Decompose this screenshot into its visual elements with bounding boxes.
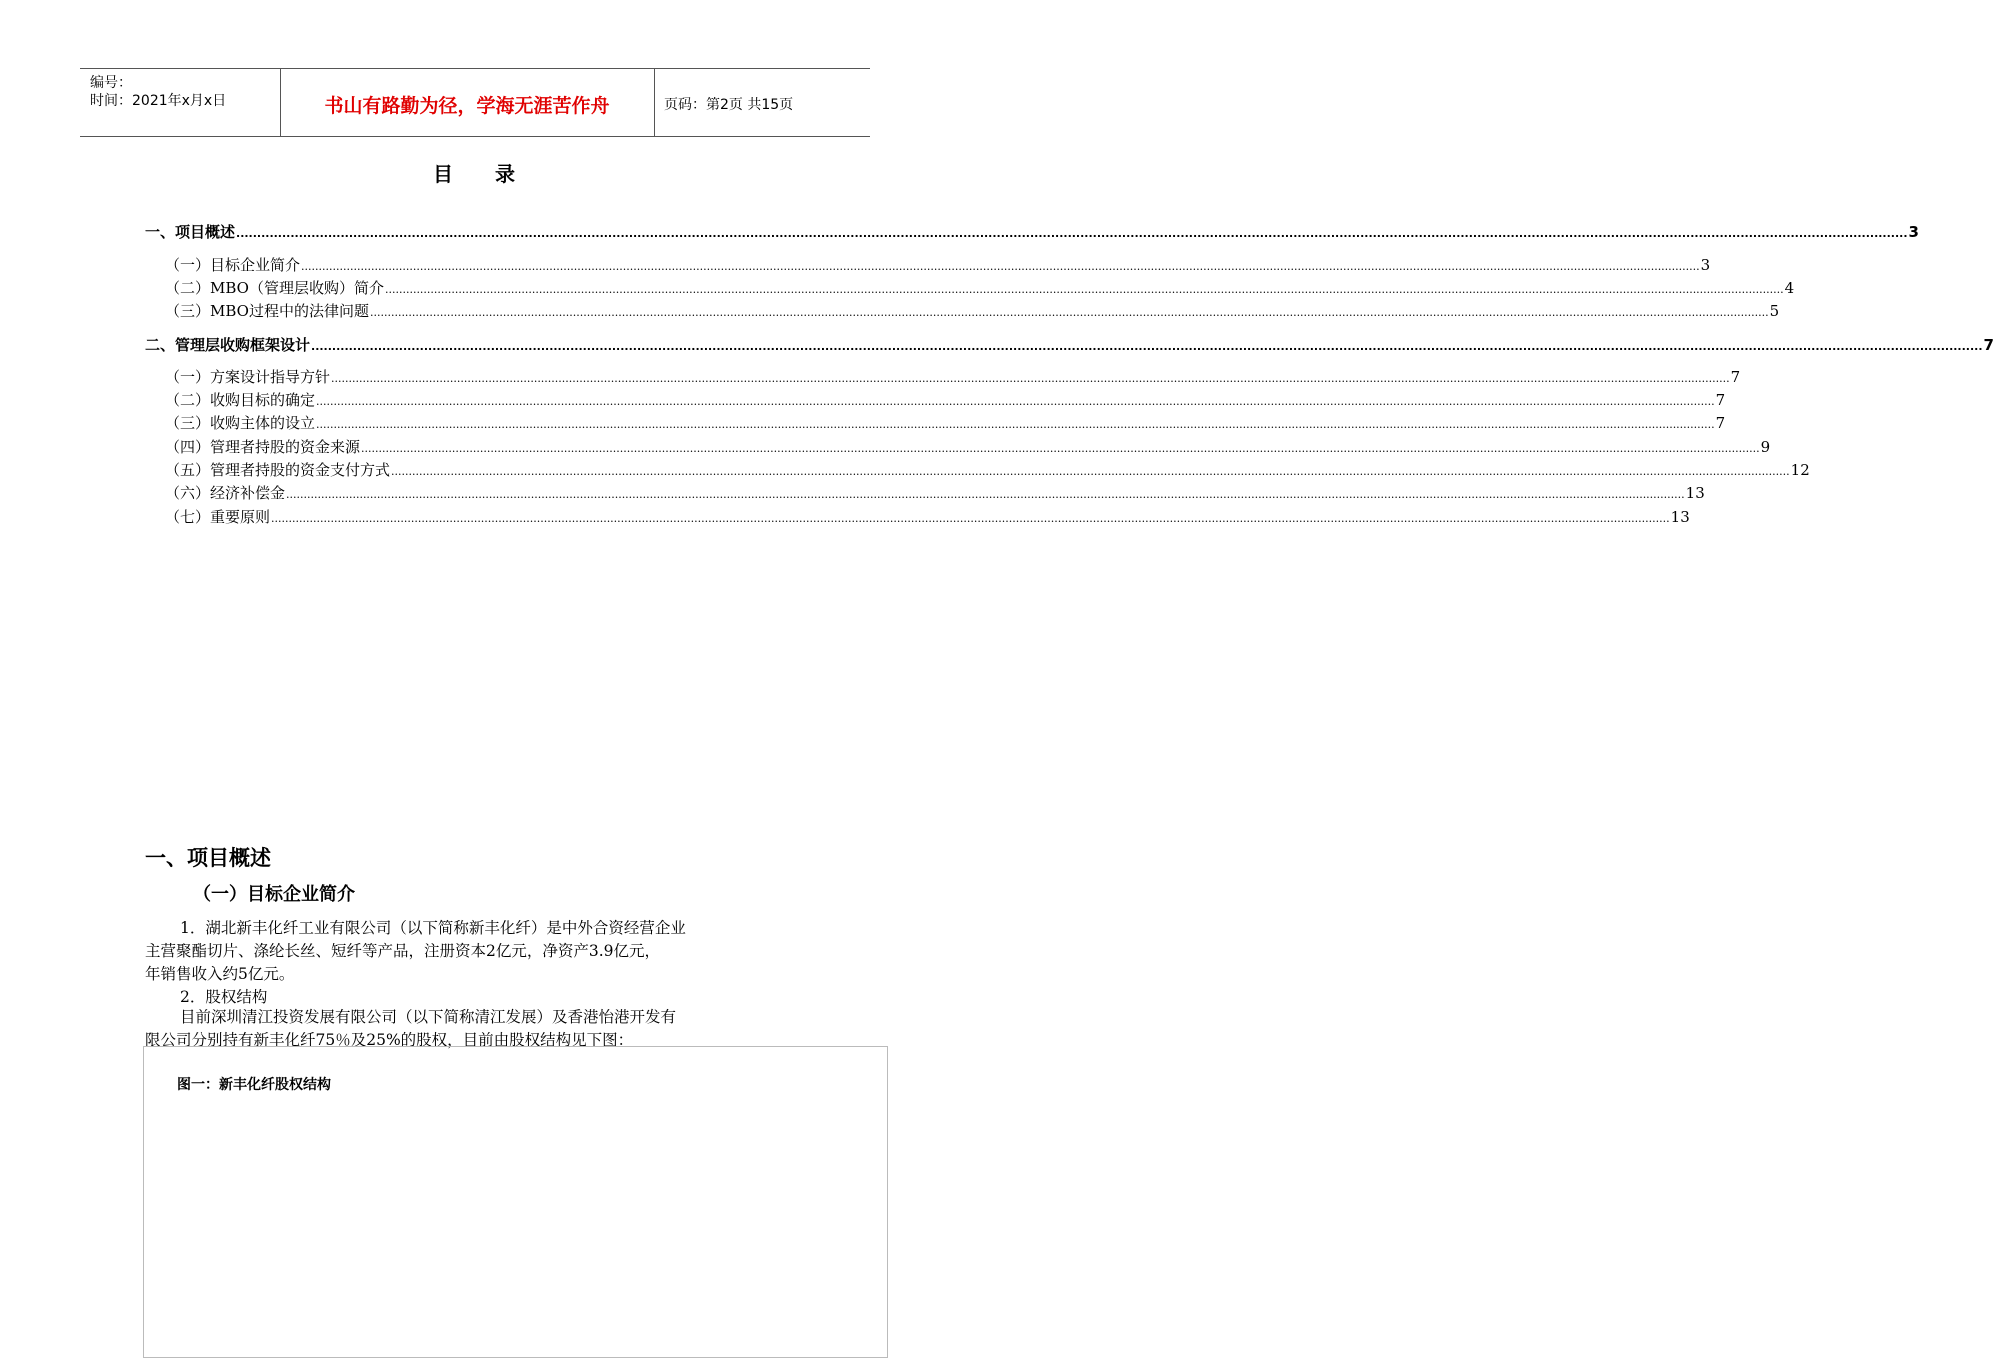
toc-leader: ................................................................................................................................................................................................................................................................................................................................................................................................................ xyxy=(286,488,1685,501)
toc-leader: ................................................................................................................................................................................................................................................................................................................................................................................................................ xyxy=(316,418,1715,431)
toc-entry-page: 9 xyxy=(1760,438,1771,456)
toc-entry-page: 7 xyxy=(1715,414,1726,432)
toc-entry[interactable] xyxy=(165,300,1780,321)
toc-entry-title: 一、项目概述 xyxy=(145,223,236,241)
paragraph-line: 2．股权结构 xyxy=(180,988,268,1006)
toc-title-left: 目 xyxy=(433,162,455,186)
toc-entry-page: 7 xyxy=(1983,336,1994,354)
toc-entry-title: （一）方案设计指导方针 xyxy=(165,368,331,386)
toc-entry[interactable] xyxy=(165,459,1810,480)
toc-entry-page: 3 xyxy=(1700,256,1711,274)
toc-entry-page: 3 xyxy=(1908,223,1919,241)
toc-leader: ................................................................................................................................................................................................................................................................................................................................................................................................................ xyxy=(384,283,1784,296)
toc-leader: ................................................................................................................................................................................................................................................................................................................................................................................................................ xyxy=(369,306,1769,319)
paragraph-line: 目前深圳清江投资发展有限公司（以下简称清江发展）及香港怡港开发有 xyxy=(180,1008,677,1026)
toc-leader: ................................................................................................................................................................................................................................................................................................................................................................................................................ xyxy=(391,465,1790,478)
toc-leader: ................................................................................................................................................................................................................................................................................................................................................................................................................ xyxy=(311,340,1983,353)
doc-code-label: 编号： xyxy=(90,75,132,91)
toc-entry-page: 7 xyxy=(1730,368,1741,386)
toc-entry-title: （七）重要原则 xyxy=(165,508,271,526)
toc-entry-page: 12 xyxy=(1790,461,1810,479)
subsection-heading: （一）目标企业简介 xyxy=(193,884,355,905)
toc-entry-title: （四）管理者持股的资金来源 xyxy=(165,438,361,456)
toc-entry-page: 7 xyxy=(1715,391,1726,409)
toc-entry[interactable] xyxy=(165,389,1726,410)
toc-entry-page: 13 xyxy=(1670,508,1690,526)
section-heading: 一、项目概述 xyxy=(145,846,271,870)
toc-entry-title: （三）MBO过程中的法律问题 xyxy=(165,302,369,320)
figure-caption: 图一：新丰化纤股权结构 xyxy=(177,1077,331,1093)
page-header xyxy=(80,68,870,137)
toc-entry[interactable] xyxy=(165,412,1726,433)
toc-entry-title: （二）收购目标的确定 xyxy=(165,391,316,409)
toc-entry[interactable] xyxy=(165,506,1690,527)
doc-time-label: 时间：2021年x月x日 xyxy=(90,93,227,109)
toc-entry[interactable] xyxy=(165,277,1795,298)
toc-entry-page: 5 xyxy=(1769,302,1780,320)
toc-entry-title: 二、管理层收购框架设计 xyxy=(145,336,311,354)
paragraph-line: 限公司分别持有新丰化纤75％及25%的股权，目前由股权结构见下图： xyxy=(145,1031,634,1049)
toc-entry-title: （五）管理者持股的资金支付方式 xyxy=(165,461,391,479)
toc-title xyxy=(0,158,950,187)
toc-leader: ................................................................................................................................................................................................................................................................................................................................................................................................................ xyxy=(236,227,1908,240)
paragraph-line: 年销售收入约5亿元。 xyxy=(145,965,295,983)
toc-entry[interactable] xyxy=(145,221,1919,242)
toc-entry-page: 4 xyxy=(1784,279,1795,297)
toc-entry-title: （二）MBO（管理层收购）简介 xyxy=(165,279,384,297)
toc-leader: ................................................................................................................................................................................................................................................................................................................................................................................................................ xyxy=(301,260,1700,273)
toc-entry-title: （一）目标企业简介 xyxy=(165,256,301,274)
paragraph-line: 主营聚酯切片、涤纶长丝、短纤等产品，注册资本2亿元，净资产3.9亿元， xyxy=(145,942,661,960)
toc-leader: ................................................................................................................................................................................................................................................................................................................................................................................................................ xyxy=(361,442,1760,455)
toc-leader: ................................................................................................................................................................................................................................................................................................................................................................................................................ xyxy=(331,372,1730,385)
toc-entry-page: 13 xyxy=(1685,484,1705,502)
toc-entry[interactable] xyxy=(165,436,1771,457)
toc-entry[interactable] xyxy=(145,334,1994,355)
toc-entry[interactable] xyxy=(165,482,1705,503)
toc-entry[interactable] xyxy=(165,254,1711,275)
toc-entry-title: （六）经济补偿金 xyxy=(165,484,286,502)
toc-entry-title: （三）收购主体的设立 xyxy=(165,414,316,432)
toc-entry[interactable] xyxy=(165,366,1741,387)
header-motto: 书山有路勤为径，学海无涯苦作舟 xyxy=(324,95,610,117)
toc-leader: ................................................................................................................................................................................................................................................................................................................................................................................................................ xyxy=(271,512,1670,525)
toc-leader: ................................................................................................................................................................................................................................................................................................................................................................................................................ xyxy=(316,395,1715,408)
toc-title-right: 录 xyxy=(495,162,517,186)
header-divider xyxy=(654,69,655,136)
paragraph-line: 1．湖北新丰化纤工业有限公司（以下简称新丰化纤）是中外合资经营企业 xyxy=(180,919,686,937)
page-number-info: 页码：第2页 共15页 xyxy=(664,97,794,113)
